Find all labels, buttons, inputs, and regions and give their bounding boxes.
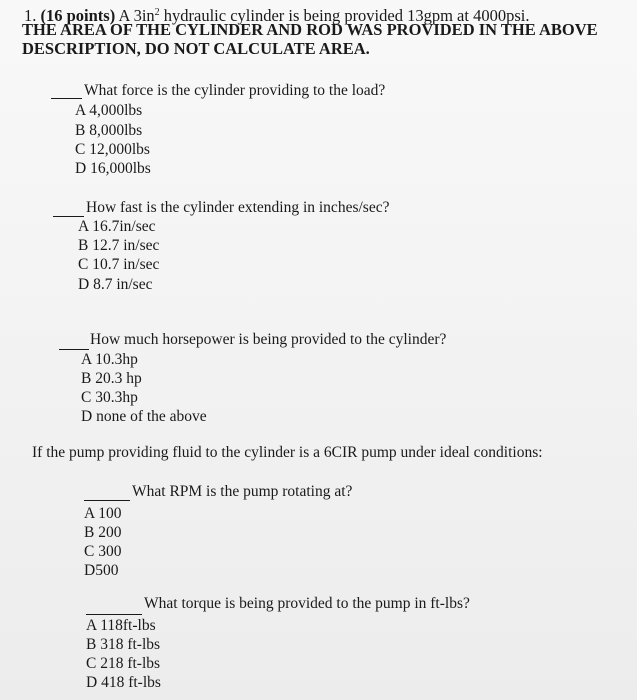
question-prompt: What RPM is the pump rotating at? xyxy=(132,483,353,500)
problem-desc-end: hydraulic cylinder is being provided 13gpm at 4000psi. xyxy=(159,6,530,25)
answer-blank[interactable] xyxy=(86,614,142,615)
answer-option: D 8.7 in/sec xyxy=(78,276,153,293)
question-prompt: How fast is the cylinder extending in inches/sec? xyxy=(86,199,390,216)
answer-option: D 16,000lbs xyxy=(75,160,151,177)
problem-note-line1: THE AREA OF THE CYLINDER AND ROD WAS PROVIDED IN THE ABOVE xyxy=(22,20,598,39)
answer-option: B 318 ft-lbs xyxy=(86,636,161,653)
answer-option: C 218 ft-lbs xyxy=(86,655,161,672)
answer-option: D500 xyxy=(84,562,119,579)
answer-option: A 118ft-lbs xyxy=(86,617,156,634)
answer-option: B 12.7 in/sec xyxy=(78,237,160,254)
pump-intro: If the pump providing fluid to the cylinder is a 6CIR pump under ideal conditions: xyxy=(32,444,543,461)
answer-option: C 30.3hp xyxy=(81,389,138,406)
answer-blank[interactable] xyxy=(53,216,84,217)
problem-points: (16 points) xyxy=(40,6,116,25)
answer-option: A 16.7in/sec xyxy=(78,218,156,235)
answer-option: C 12,000lbs xyxy=(75,141,150,158)
answer-option: B 20.3 hp xyxy=(81,370,142,387)
problem-desc-start: A 3in xyxy=(118,6,155,25)
answer-blank[interactable] xyxy=(84,500,130,501)
answer-blank[interactable] xyxy=(59,349,89,350)
answer-option: B 200 xyxy=(84,524,122,541)
problem-note-line2: DESCRIPTION, DO NOT CALCULATE AREA. xyxy=(22,39,370,58)
problem-desc-sup: 2 xyxy=(154,7,160,18)
answer-option: B 8,000lbs xyxy=(75,122,143,139)
answer-option: A 10.3hp xyxy=(81,351,138,368)
answer-option: D 418 ft-lbs xyxy=(86,674,161,691)
answer-option: C 300 xyxy=(84,543,122,560)
answer-option: C 10.7 in/sec xyxy=(78,256,160,273)
answer-option: A 4,000lbs xyxy=(75,102,143,119)
answer-option: D none of the above xyxy=(81,408,207,425)
problem-number: 1. xyxy=(24,6,37,25)
question-prompt: How much horsepower is being provided to the cylinder? xyxy=(90,331,447,348)
question-prompt: What torque is being provided to the pump in ft-lbs? xyxy=(144,595,470,612)
answer-blank[interactable] xyxy=(51,98,82,99)
question-prompt: What force is the cylinder providing to the load? xyxy=(84,82,386,99)
answer-option: A 100 xyxy=(84,505,122,522)
